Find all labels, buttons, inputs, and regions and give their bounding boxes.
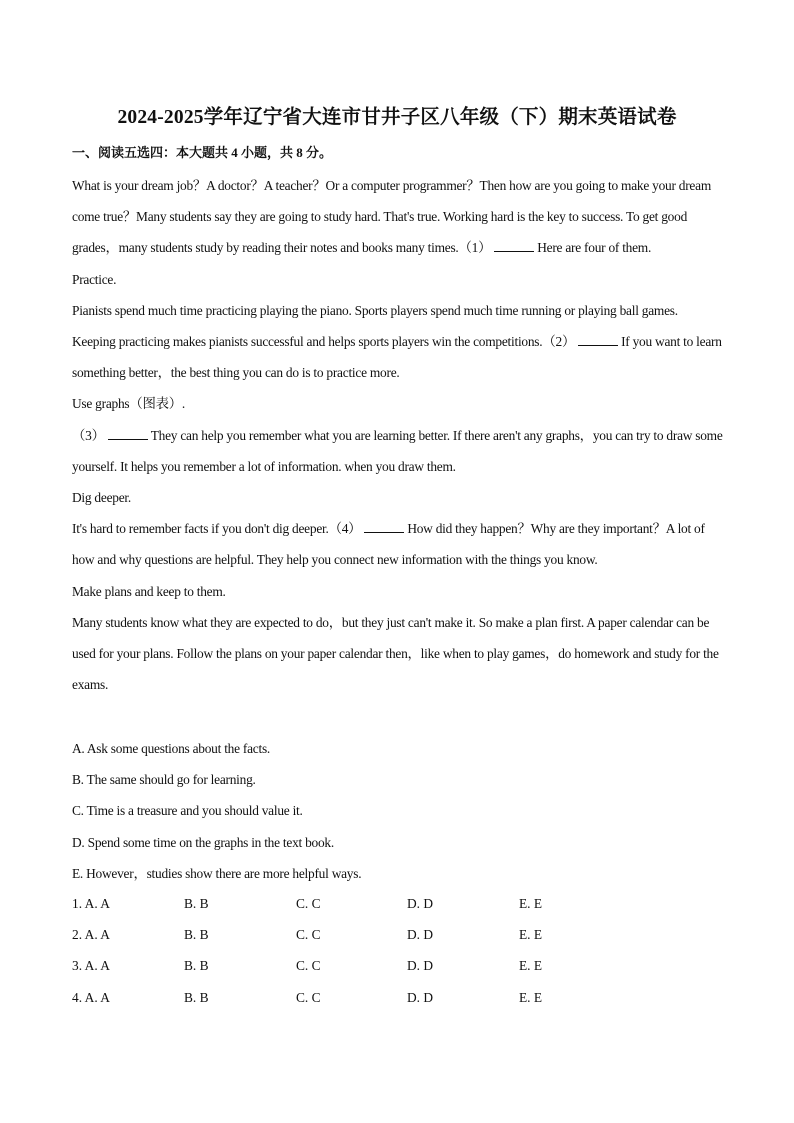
choice-c[interactable]: C. C xyxy=(296,958,321,974)
answer-blank-4 xyxy=(364,518,404,533)
page-title: 2024-2025学年辽宁省大连市甘井子区八年级（下）期末英语试卷 xyxy=(117,107,677,128)
choice-a[interactable] xyxy=(72,950,110,981)
paragraph-1 xyxy=(72,170,724,264)
choice-c[interactable]: C. C xyxy=(296,927,321,943)
subheading-graphs: Use graphs（图表）. xyxy=(72,396,186,412)
option-c: C. Time is a treasure and you should value it. xyxy=(72,803,303,819)
answer-row-2 xyxy=(72,919,724,950)
paragraph-5: Many students know what they are expected to do，but they just can't make it. So make a plan first. A paper calendar can be used for your plans. Follow the plans on your paper calendar then，like when to play games，do homework and study for the exams. xyxy=(72,614,719,693)
choice-e[interactable]: E. E xyxy=(519,958,543,974)
subheading-dig-deeper: Dig deeper. xyxy=(72,490,131,506)
paragraph-text: If you want to learn something better，the best thing you can do is to practice more. xyxy=(72,334,722,381)
choice-e[interactable]: E. E xyxy=(519,927,543,943)
answer-row-3 xyxy=(72,950,724,981)
option-d: D. Spend some time on the graphs in the text book. xyxy=(72,834,334,850)
choice-d[interactable]: D. D xyxy=(407,958,434,974)
choice-e[interactable]: E. E xyxy=(519,896,543,911)
choice-c[interactable]: C. C xyxy=(296,989,321,1005)
choice-label: A. A xyxy=(84,989,110,1005)
paragraph-text: It's hard to remember facts if you don't dig deeper.（4） xyxy=(72,521,362,537)
paragraph-2 xyxy=(72,295,724,389)
choice-b[interactable]: B. B xyxy=(184,958,209,974)
choice-a[interactable] xyxy=(72,982,110,1013)
choice-d[interactable]: D. D xyxy=(407,896,434,911)
choice-c[interactable]: C. C xyxy=(296,896,321,911)
choice-b[interactable]: B. B xyxy=(184,896,209,911)
answer-blank-3 xyxy=(108,425,148,440)
answer-row-1 xyxy=(72,888,724,919)
question-number: 3. xyxy=(72,958,83,974)
reading-passage xyxy=(72,170,724,700)
answer-blank-1 xyxy=(494,237,534,252)
option-list xyxy=(72,733,724,889)
question-number: 2. xyxy=(72,927,83,943)
paragraph-text: Here are four of them. xyxy=(537,240,652,256)
paragraph-4 xyxy=(72,513,724,575)
paragraph-text: What is your dream job？A doctor？A teacher？Or a computer programmer？Then how are you going to make your dream come true？Many students say they are going to study hard. That's true. Working hard is the key to success. To get good grades，many students study by reading their notes and books many times.（1） xyxy=(72,178,711,256)
question-number: 1. xyxy=(72,896,83,911)
choice-b[interactable]: B. B xyxy=(184,927,209,943)
question-number: 4. xyxy=(72,989,83,1005)
choice-a[interactable] xyxy=(72,888,110,919)
option-a: A. Ask some questions about the facts. xyxy=(72,741,271,756)
choice-label: A. A xyxy=(84,958,110,974)
option-e: E. However，studies show there are more helpful ways. xyxy=(72,865,362,881)
paragraph-text: They can help you remember what you are learning better. If there aren't any graphs，you can try to draw some yourself. It helps you remember a lot of information. when you draw them. xyxy=(72,427,723,474)
choice-a[interactable] xyxy=(72,919,110,950)
choice-b[interactable]: B. B xyxy=(184,989,209,1005)
subheading-plans: Make plans and keep to them. xyxy=(72,583,226,599)
choice-d[interactable]: D. D xyxy=(407,927,434,943)
subheading-practice: Practice. xyxy=(72,271,117,287)
paragraph-text: How did they happen？Why are they important？A lot of how and why questions are helpful. They help you connect new information with the things you know. xyxy=(72,521,705,568)
paragraph-3 xyxy=(72,420,724,482)
paragraph-text: Pianists spend much time practicing playing the piano. Sports players spend much time running or playing ball games. Keeping practicing makes pianists successful and helps sports players win the competitions.（2） xyxy=(72,302,678,350)
answer-row-4 xyxy=(72,982,724,1013)
choice-e[interactable]: E. E xyxy=(519,989,543,1005)
answer-blank-2 xyxy=(578,331,618,346)
paragraph-text: （3） xyxy=(72,427,105,443)
answer-grid xyxy=(72,888,724,1013)
choice-label: A. A xyxy=(84,927,110,943)
choice-label: A. A xyxy=(84,896,110,911)
section-heading: 一、阅读五选四：本大题共 4 小题，共 8 分。 xyxy=(72,145,333,160)
option-b: B. The same should go for learning. xyxy=(72,772,256,788)
choice-d[interactable]: D. D xyxy=(407,989,434,1005)
